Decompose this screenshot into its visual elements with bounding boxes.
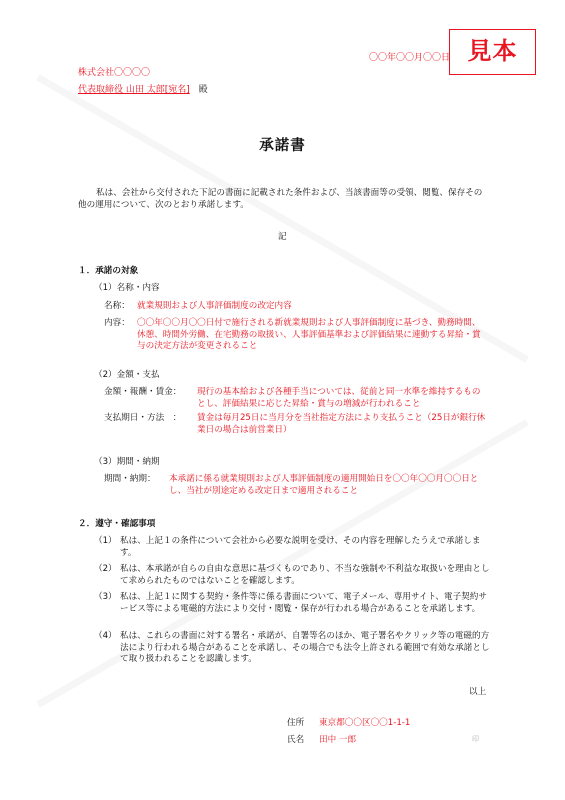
content-label: 内容：	[104, 318, 130, 328]
section1-heading: １．承諾の対象	[78, 266, 139, 276]
amount-value: 現行の基本給および各種手当については、従前と同一水準を維持するものとし、評価結果に応じた昇給・賞与の増減が行われること	[197, 387, 481, 409]
signer-name-label: 氏名	[287, 735, 305, 745]
name-value: 就業規則および人事評価制度の改定内容	[137, 301, 292, 311]
page-title: 承諾書	[259, 138, 306, 154]
sub2-heading: （2）金額・支払	[94, 370, 160, 380]
addressee-line	[78, 85, 208, 97]
amount-label: 金額・報酬・賃金：	[104, 387, 182, 397]
signer-name-value: 田中 一郎	[319, 735, 357, 745]
honorific: 殿	[198, 85, 208, 95]
section2-heading: ２．遵守・確認事項	[78, 519, 156, 529]
sub1-heading: （1）名称・内容	[94, 283, 160, 293]
company-name: 株式会社〇〇〇〇	[78, 68, 151, 78]
confirm-item-num: （2）	[94, 564, 117, 574]
payment-value: 賃金は毎月25日に当月分を当社指定方法により支払うこと（25日が銀行休業日の場合は前営業日）	[197, 413, 486, 435]
period-value: 本承諾に係る就業規則および人事評価制度の適用開始日を〇〇年〇〇月〇〇日とし、当社が別途定める改定日まで適用されること	[169, 474, 479, 496]
content-value: 〇〇年〇〇月〇〇日付で施行される新就業規則および人事評価制度に基づき、勤務時間、休憩、時間外労働、在宅勤務の取扱い、人事評価基準および評価結果に連動する昇給・賞与の決定方法が変更されること	[137, 318, 481, 351]
confirm-item-num: （3）	[94, 592, 117, 602]
addressee: 代表取締役 山田 太郎[宛名]	[78, 85, 190, 95]
address-label: 住所	[287, 718, 305, 728]
address-value: 東京都〇〇区〇〇1-1-1	[319, 718, 411, 728]
confirm-item-num: （4）	[94, 631, 117, 641]
name-label: 名称：	[104, 301, 130, 311]
ki-marker: 記	[278, 232, 287, 242]
period-label: 期間・納期：	[104, 474, 156, 484]
confirm-item-text: 私は、本承諾が自らの自由な意思に基づくものであり、不当な強制や不利益な取扱いを理由として求められたものではないことを確認します。	[120, 564, 490, 586]
sub3-heading: （3）期間・納期	[94, 457, 160, 467]
intro-paragraph: 私は、会社から交付された下記の書面に記載された条件および、当該書面等の受領、閲覧、保存その他の運用について、次のとおり承諾します。	[78, 188, 483, 210]
confirm-item-num: （1）	[94, 536, 117, 546]
closing-text: 以上	[469, 687, 487, 697]
confirm-item-text: 私は、これらの書面に対する署名・承諾が、自署等名のほか、電子署名やクリック等の電磁的方法により行われる場合があることを承諾し、その場合でも法令上許される範囲で有効な承諾として取り扱われることを認識します。	[120, 631, 490, 664]
sample-stamp: 見本	[449, 29, 536, 75]
confirm-item-text: 私は、上記１の条件について会社から必要な説明を受け、その内容を理解したうえで承諾します。	[120, 536, 481, 558]
seal-mark: 印	[472, 735, 479, 743]
confirm-item-text: 私は、上記１に関する契約・条件等に係る書面について、電子メール、専用サイト、電子契約サービス等による電磁的方法により交付・閲覧・保存が行われる場合があることを承諾します。	[120, 592, 487, 614]
date: 〇〇年〇〇月〇〇日	[369, 53, 451, 63]
payment-label: 支払期日・方法 ：	[104, 413, 182, 423]
